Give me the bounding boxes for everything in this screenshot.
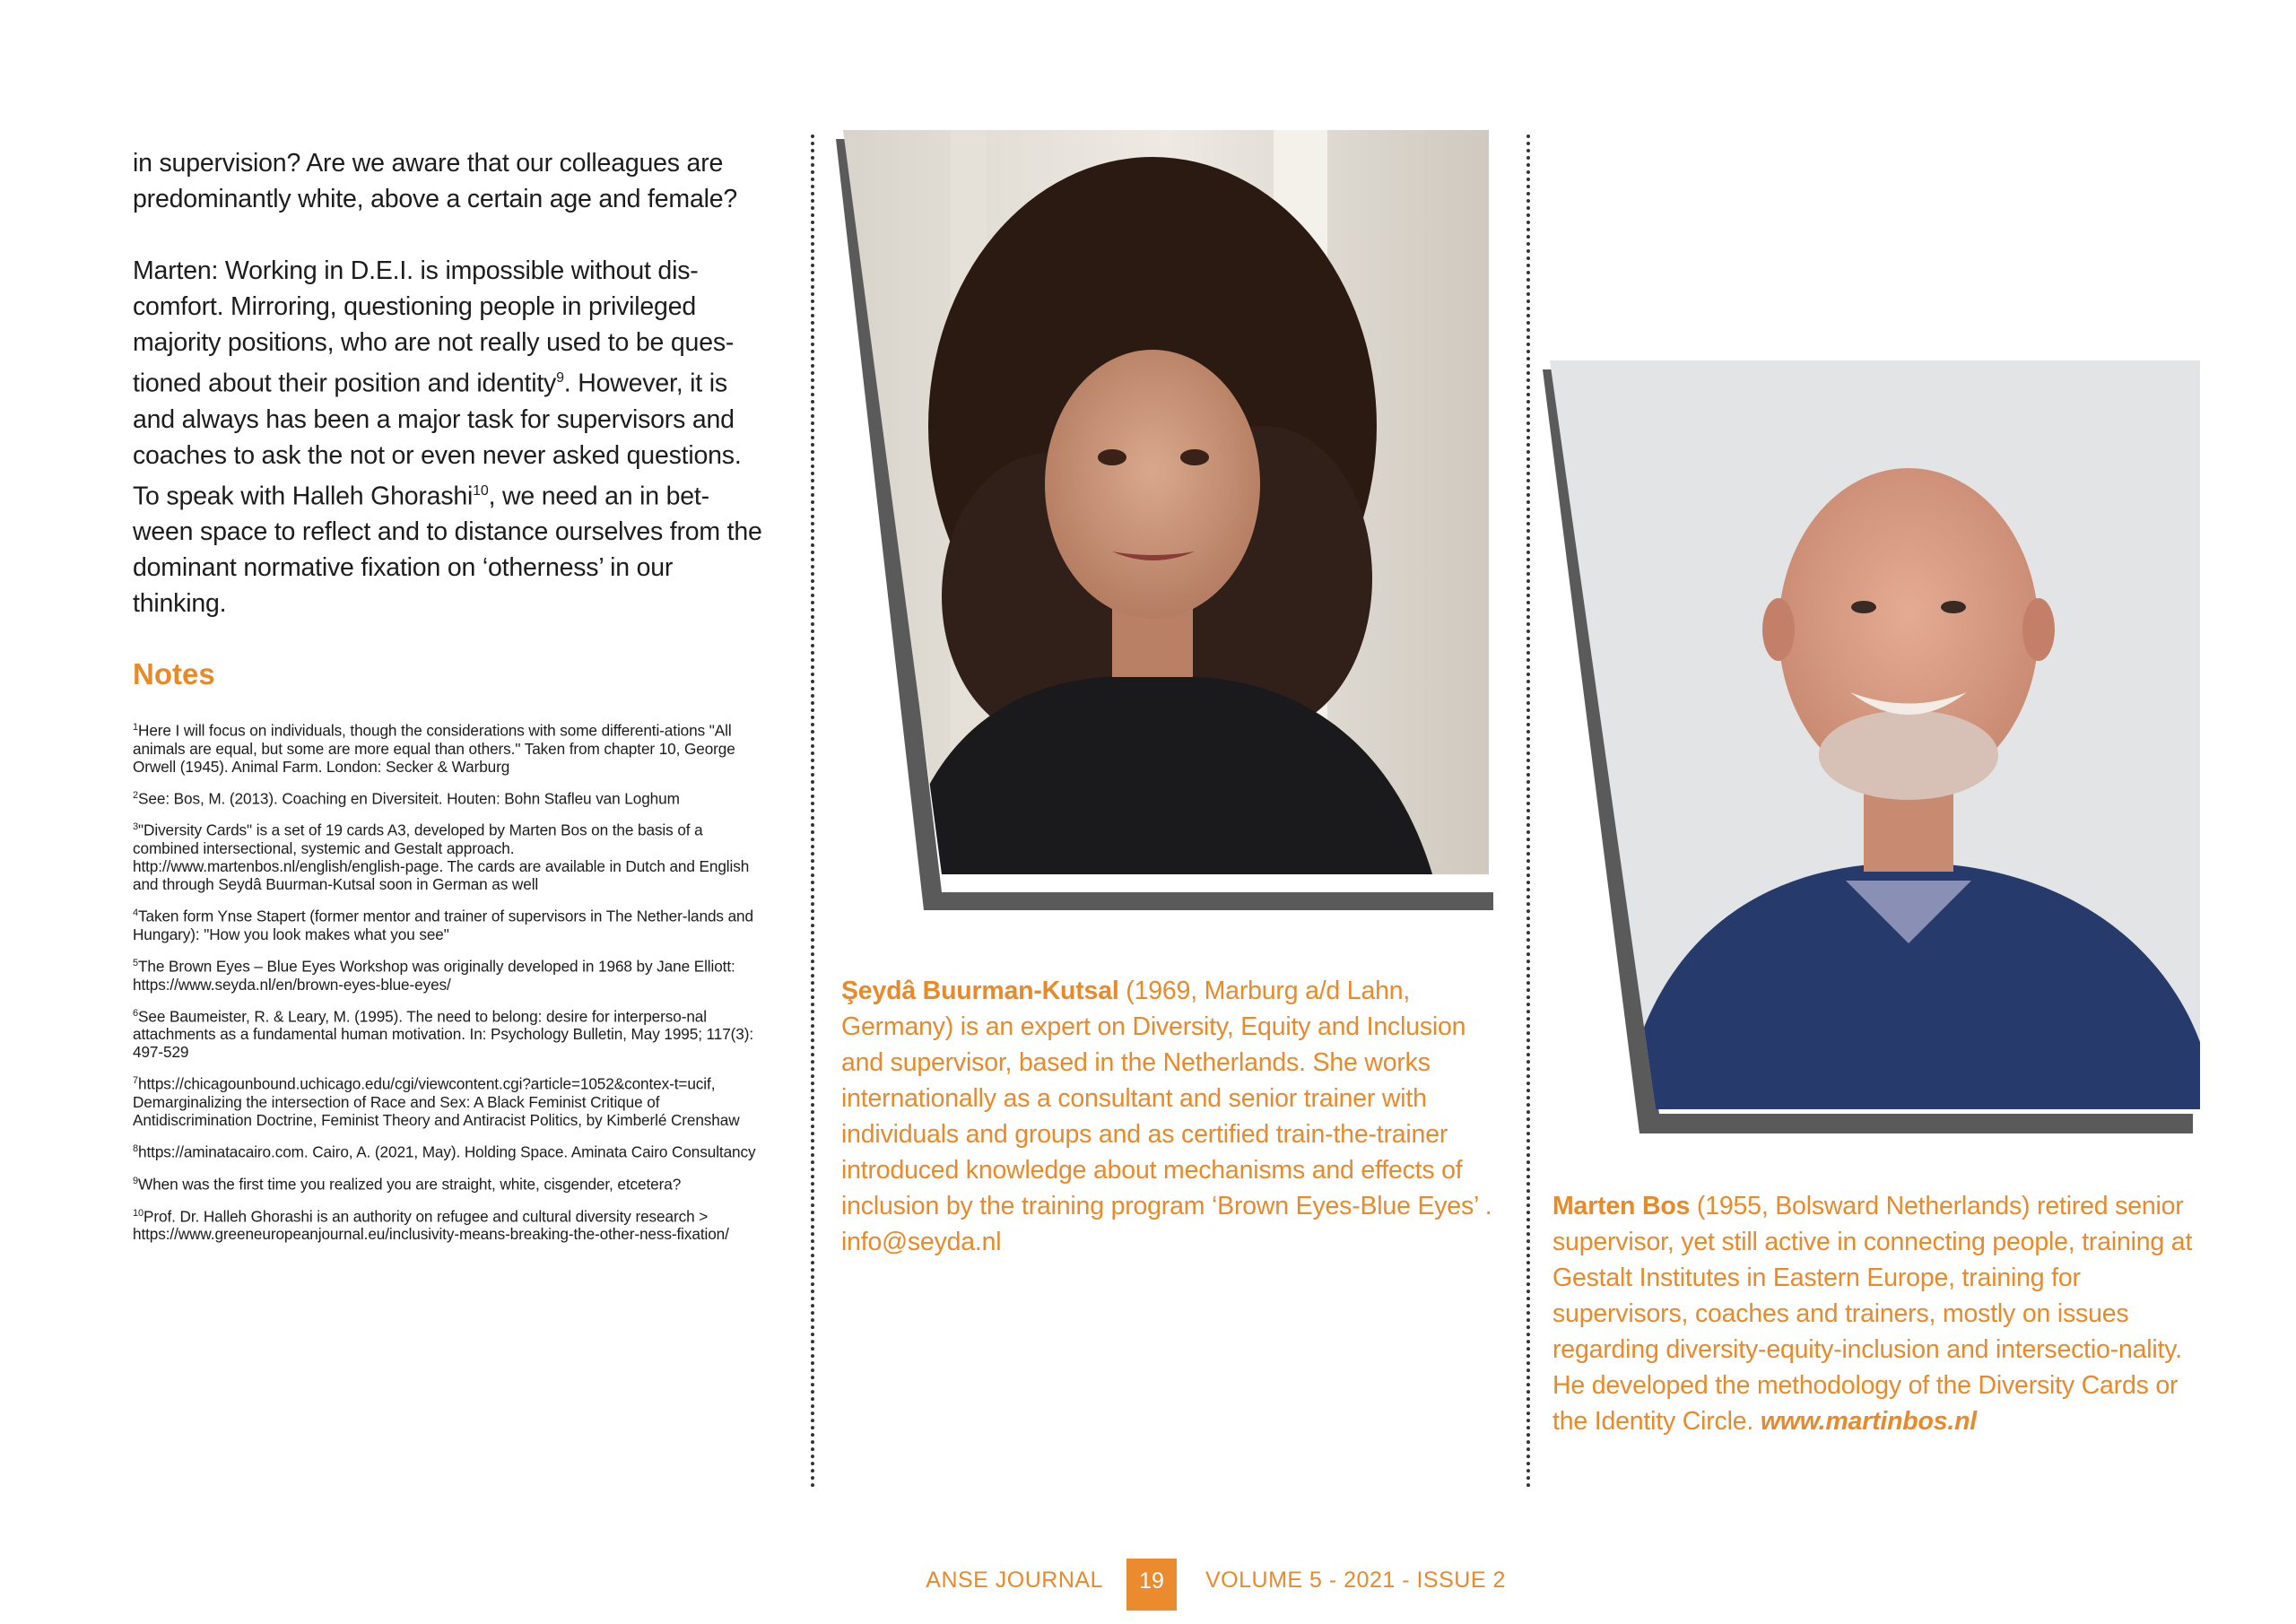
- bio-marten-link[interactable]: www.martinbos.nl: [1760, 1407, 1978, 1436]
- notes-heading: Notes: [133, 657, 215, 690]
- note-item: $^6$See Baumeister, R. & Leary, M. (1995). The need to belong: desire for interperso-nal attachments as a fundamental human motivation. In: Psychology Bulletin, May 1995; 117(3): 497-529: [133, 1007, 754, 1062]
- page-number: 19: [1126, 1559, 1177, 1611]
- portrait-seyda: [834, 130, 1498, 910]
- bio-seyda: [841, 973, 1496, 1260]
- bio-marten-name: Marten Bos: [1552, 1192, 1691, 1220]
- portrait-seyda-image: [843, 130, 1489, 883]
- footer-journal: ANSE JOURNAL: [926, 1568, 1103, 1593]
- article-paragraph-1: in supervision? Are we aware that our colleagues are predominantly white, above a certain age and female?: [133, 149, 738, 213]
- note-item: $^3$"Diversity Cards" is a set of 19 cards A3, developed by Marten Bos on the basis of a combined intersectional, systemic and Gestalt approach. http://www.martenbos.nl/english/english-page. The cards are available in Dutch and English and through Seydâ Buurman-Kutsal soon in German as well: [133, 821, 750, 894]
- note-item: $^8$https://aminatacairo.com. Cairo, A. (2021, May). Holding Space. Aminata Cairo Consultancy: [133, 1142, 756, 1161]
- bio-seyda-name: Şeydâ Buurman-Kutsal: [841, 977, 1119, 1005]
- bio-marten-text: (1955, Bolsward Netherlands) retired senior supervisor, yet still active in connecting people, training at Gestalt Institutes in Eastern Europe, training for supervisors, coaches and trainers, mostly on issues regarding diversity-equity-inclusion and intersectio-nality. He developed the methodology of the Diversity Cards or the Identity Circle.: [1552, 1192, 2193, 1436]
- article-paragraph-2: Marten: Working in D.E.I. is impossible without dis-comfort. Mirroring, questioning people in privileged majority positions, who are not really used to be ques-tioned about their position and identity$^9$. However, it is and always has been a major task for supervisors and coaches to ask the not or even never asked questions. To speak with Halleh Ghorashi$^{10}$, we need an in bet-ween space to reflect and to distance ourselves from the dominant normative fixation on ‘otherness’ in our thinking.: [133, 256, 762, 618]
- note-item: $^5$The Brown Eyes – Blue Eyes Workshop was originally developed in 1968 by Jane Elliott: https://www.seyda.nl/en/brown-eyes-blue-eyes/: [133, 957, 735, 994]
- bio-marten: [1552, 1188, 2216, 1439]
- column-divider-left: [811, 135, 814, 1489]
- bio-seyda-text: (1969, Marburg a/d Lahn, Germany) is an expert on Diversity, Equity and Inclusion and supervisor, based in the Netherlands. She works internationally as a consultant and senior trainer with individuals and groups and as certified train-the-trainer introduced knowledge about mechanisms and effects of inclusion by the training program ‘Brown Eyes-Blue Eyes’ . info@seyda.nl: [841, 977, 1492, 1256]
- column-divider-right: [1526, 135, 1530, 1489]
- article-column: [133, 145, 770, 1254]
- note-item: $^1$Here I will focus on individuals, though the considerations with some differenti-ations "All animals are equal, but some are more equal than others." Taken from chapter 10, George Orwell (1945). Animal Farm. London: Secker & Warburg: [133, 721, 735, 776]
- portrait-marten-image: [1550, 360, 2200, 1109]
- note-item: $^7$https://chicagounbound.uchicago.edu/cgi/viewcontent.cgi?article=1052&contex-t=ucif, Demarginalizing the intersection of Race and Sex: A Black Feminist Critique of Antidiscrimination Doctrine, Feminist Theory and Antiracist Politics, by Kimberlé Crenshaw: [133, 1075, 740, 1130]
- note-item: $^{10}$Prof. Dr. Halleh Ghorashi is an authority on refugee and cultural diversity research > https://www.greeneuropeanjournal.eu/inclusivity-means-breaking-the-other-ness-fixation/: [133, 1207, 729, 1244]
- footer-issue: VOLUME 5 - 2021 - ISSUE 2: [1205, 1568, 1506, 1593]
- notes-list: [133, 718, 770, 1243]
- note-item: $^9$When was the first time you realized you are straight, white, cisgender, etcetera?: [133, 1175, 682, 1194]
- note-item: $^2$See: Bos, M. (2013). Coaching en Diversiteit. Houten: Bohn Stafleu van Loghum: [133, 789, 680, 808]
- page-footer: [0, 1559, 2296, 1621]
- note-item: $^4$Taken form Ynse Stapert (former mentor and trainer of supervisors in The Nether-lands and Hungary): "How you look makes what you see": [133, 907, 753, 943]
- portrait-marten: [1543, 360, 2206, 1133]
